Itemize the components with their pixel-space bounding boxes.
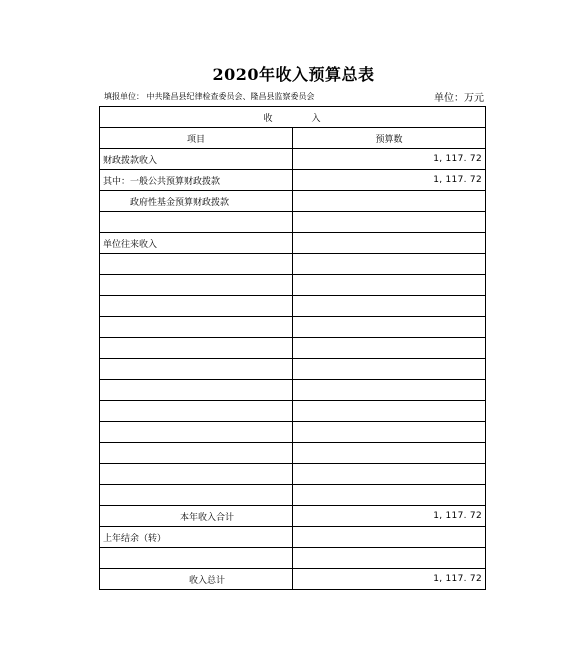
blank-cell[interactable]	[293, 275, 486, 296]
table-row	[100, 191, 486, 212]
header-row-columns	[100, 128, 486, 149]
blank-cell[interactable]	[100, 317, 293, 338]
table-row	[100, 254, 486, 275]
row-amount-year-income-total[interactable]: 1, 117. 72	[293, 506, 486, 527]
reporting-unit	[104, 91, 315, 102]
row-label-carryover[interactable]: 上年结余（转）	[100, 527, 293, 548]
blank-cell[interactable]	[293, 401, 486, 422]
blank-cell[interactable]	[100, 464, 293, 485]
table-row	[100, 422, 486, 443]
row-label-empty[interactable]	[100, 212, 293, 233]
table-row	[100, 212, 486, 233]
blank-cell[interactable]	[100, 548, 293, 569]
table-row	[100, 380, 486, 401]
blank-cell[interactable]	[100, 443, 293, 464]
income-budget-table	[99, 106, 486, 590]
table-row	[100, 569, 486, 590]
table-row	[100, 317, 486, 338]
row-amount-government-fund[interactable]	[293, 191, 486, 212]
table-row	[100, 485, 486, 506]
header-row-income	[100, 107, 486, 128]
blank-cell[interactable]	[100, 359, 293, 380]
row-amount-unit-transfer[interactable]	[293, 233, 486, 254]
table-row	[100, 506, 486, 527]
column-header-item[interactable]: 项目	[100, 128, 293, 149]
row-amount-grand-total[interactable]: 1, 117. 72	[293, 569, 486, 590]
row-label-general-budget[interactable]: 其中：一般公共预算财政拨款	[100, 170, 293, 191]
blank-cell[interactable]	[293, 464, 486, 485]
row-label-year-income-total[interactable]: 本年收入合计	[100, 506, 293, 527]
table-row	[100, 296, 486, 317]
blank-cell[interactable]	[100, 275, 293, 296]
table-row	[100, 149, 486, 170]
blank-cell[interactable]	[293, 254, 486, 275]
blank-cell[interactable]	[100, 380, 293, 401]
table-row	[100, 170, 486, 191]
income-header-part2: 入	[311, 113, 322, 124]
blank-cell[interactable]	[293, 317, 486, 338]
blank-cell[interactable]	[293, 380, 486, 401]
row-amount-fiscal-appropriation[interactable]: 1, 117. 72	[293, 149, 486, 170]
reporting-unit-value: 中共隆昌县纪律检查委员会、隆昌县监察委员会	[146, 92, 315, 101]
blank-cell[interactable]	[100, 401, 293, 422]
table-row	[100, 233, 486, 254]
row-amount-carryover[interactable]	[293, 527, 486, 548]
blank-cell[interactable]	[100, 338, 293, 359]
table-row	[100, 359, 486, 380]
blank-cell[interactable]	[293, 296, 486, 317]
table-title: 2020年收入预算总表	[212, 65, 375, 84]
row-label-fiscal-appropriation[interactable]: 财政拨款收入	[100, 149, 293, 170]
blank-cell[interactable]	[100, 296, 293, 317]
table-row	[100, 338, 486, 359]
blank-cell[interactable]	[100, 422, 293, 443]
row-label-government-fund[interactable]: 政府性基金预算财政拨款	[100, 191, 293, 212]
blank-cell[interactable]	[293, 485, 486, 506]
blank-cell[interactable]	[293, 359, 486, 380]
table-row	[100, 275, 486, 296]
currency-unit: 单位：万元	[434, 93, 484, 104]
blank-cell[interactable]	[100, 485, 293, 506]
row-label-unit-transfer[interactable]: 单位往来收入	[100, 233, 293, 254]
income-header-part1: 收	[263, 113, 274, 124]
blank-cell[interactable]	[293, 548, 486, 569]
blank-cell[interactable]	[100, 254, 293, 275]
reporting-unit-label: 填报单位：	[104, 92, 144, 101]
row-label-grand-total[interactable]: 收入总计	[100, 569, 293, 590]
blank-cell[interactable]	[293, 338, 486, 359]
column-header-amount[interactable]: 预算数	[293, 128, 486, 149]
row-amount-general-budget[interactable]: 1, 117. 72	[293, 170, 486, 191]
table-row	[100, 548, 486, 569]
blank-cell[interactable]	[293, 443, 486, 464]
table-row	[100, 401, 486, 422]
income-header-cell[interactable]	[100, 107, 486, 128]
row-amount-empty[interactable]	[293, 212, 486, 233]
blank-cell[interactable]	[293, 422, 486, 443]
table-row	[100, 443, 486, 464]
table-row	[100, 464, 486, 485]
table-row	[100, 527, 486, 548]
